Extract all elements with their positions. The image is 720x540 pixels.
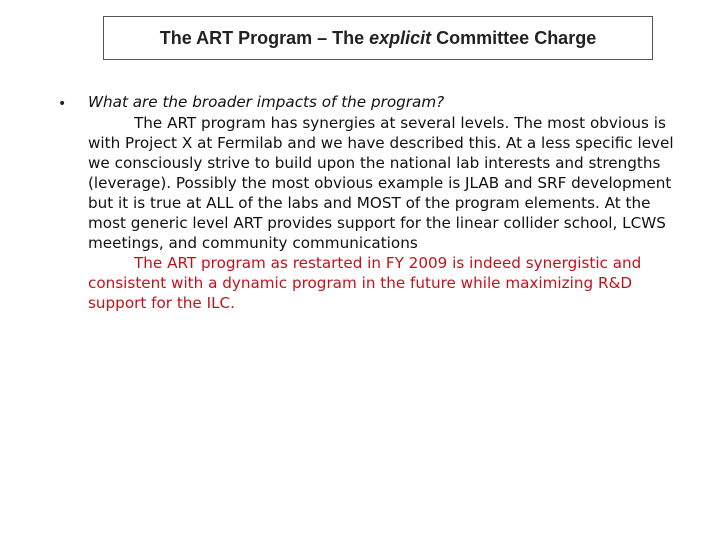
paragraph-1-text: The ART program has synergies at several levels. The most obvious is with Project X at Fermilab and we have described this. At a less specific level we consciously strive to build upon the national lab interests and strengths (leverage). Possibly the most obvious example is JLAB and SRF development but it is true at ALL of the labs and MOST of the program elements. At the most generic level ART provides support for the linear collider school, LCWS meetings, and community communications <box>88 114 674 252</box>
question-text: What are the broader impacts of the program? <box>88 93 445 111</box>
bullet-point: • <box>58 96 67 112</box>
slide-title <box>160 28 596 49</box>
slide-content <box>88 92 688 313</box>
paragraph-2 <box>88 253 688 313</box>
title-part-2: Committee Charge <box>431 27 597 48</box>
paragraph-2-text: The ART program as restarted in FY 2009 is indeed synergistic and consistent with a dynamic program in the future while maximizing R&D support for the ILC. <box>88 254 642 312</box>
title-box <box>103 16 653 60</box>
title-part-1: The ART Program – The <box>159 27 370 48</box>
paragraph-1 <box>88 113 688 253</box>
title-emphasis: explicit <box>369 27 432 48</box>
